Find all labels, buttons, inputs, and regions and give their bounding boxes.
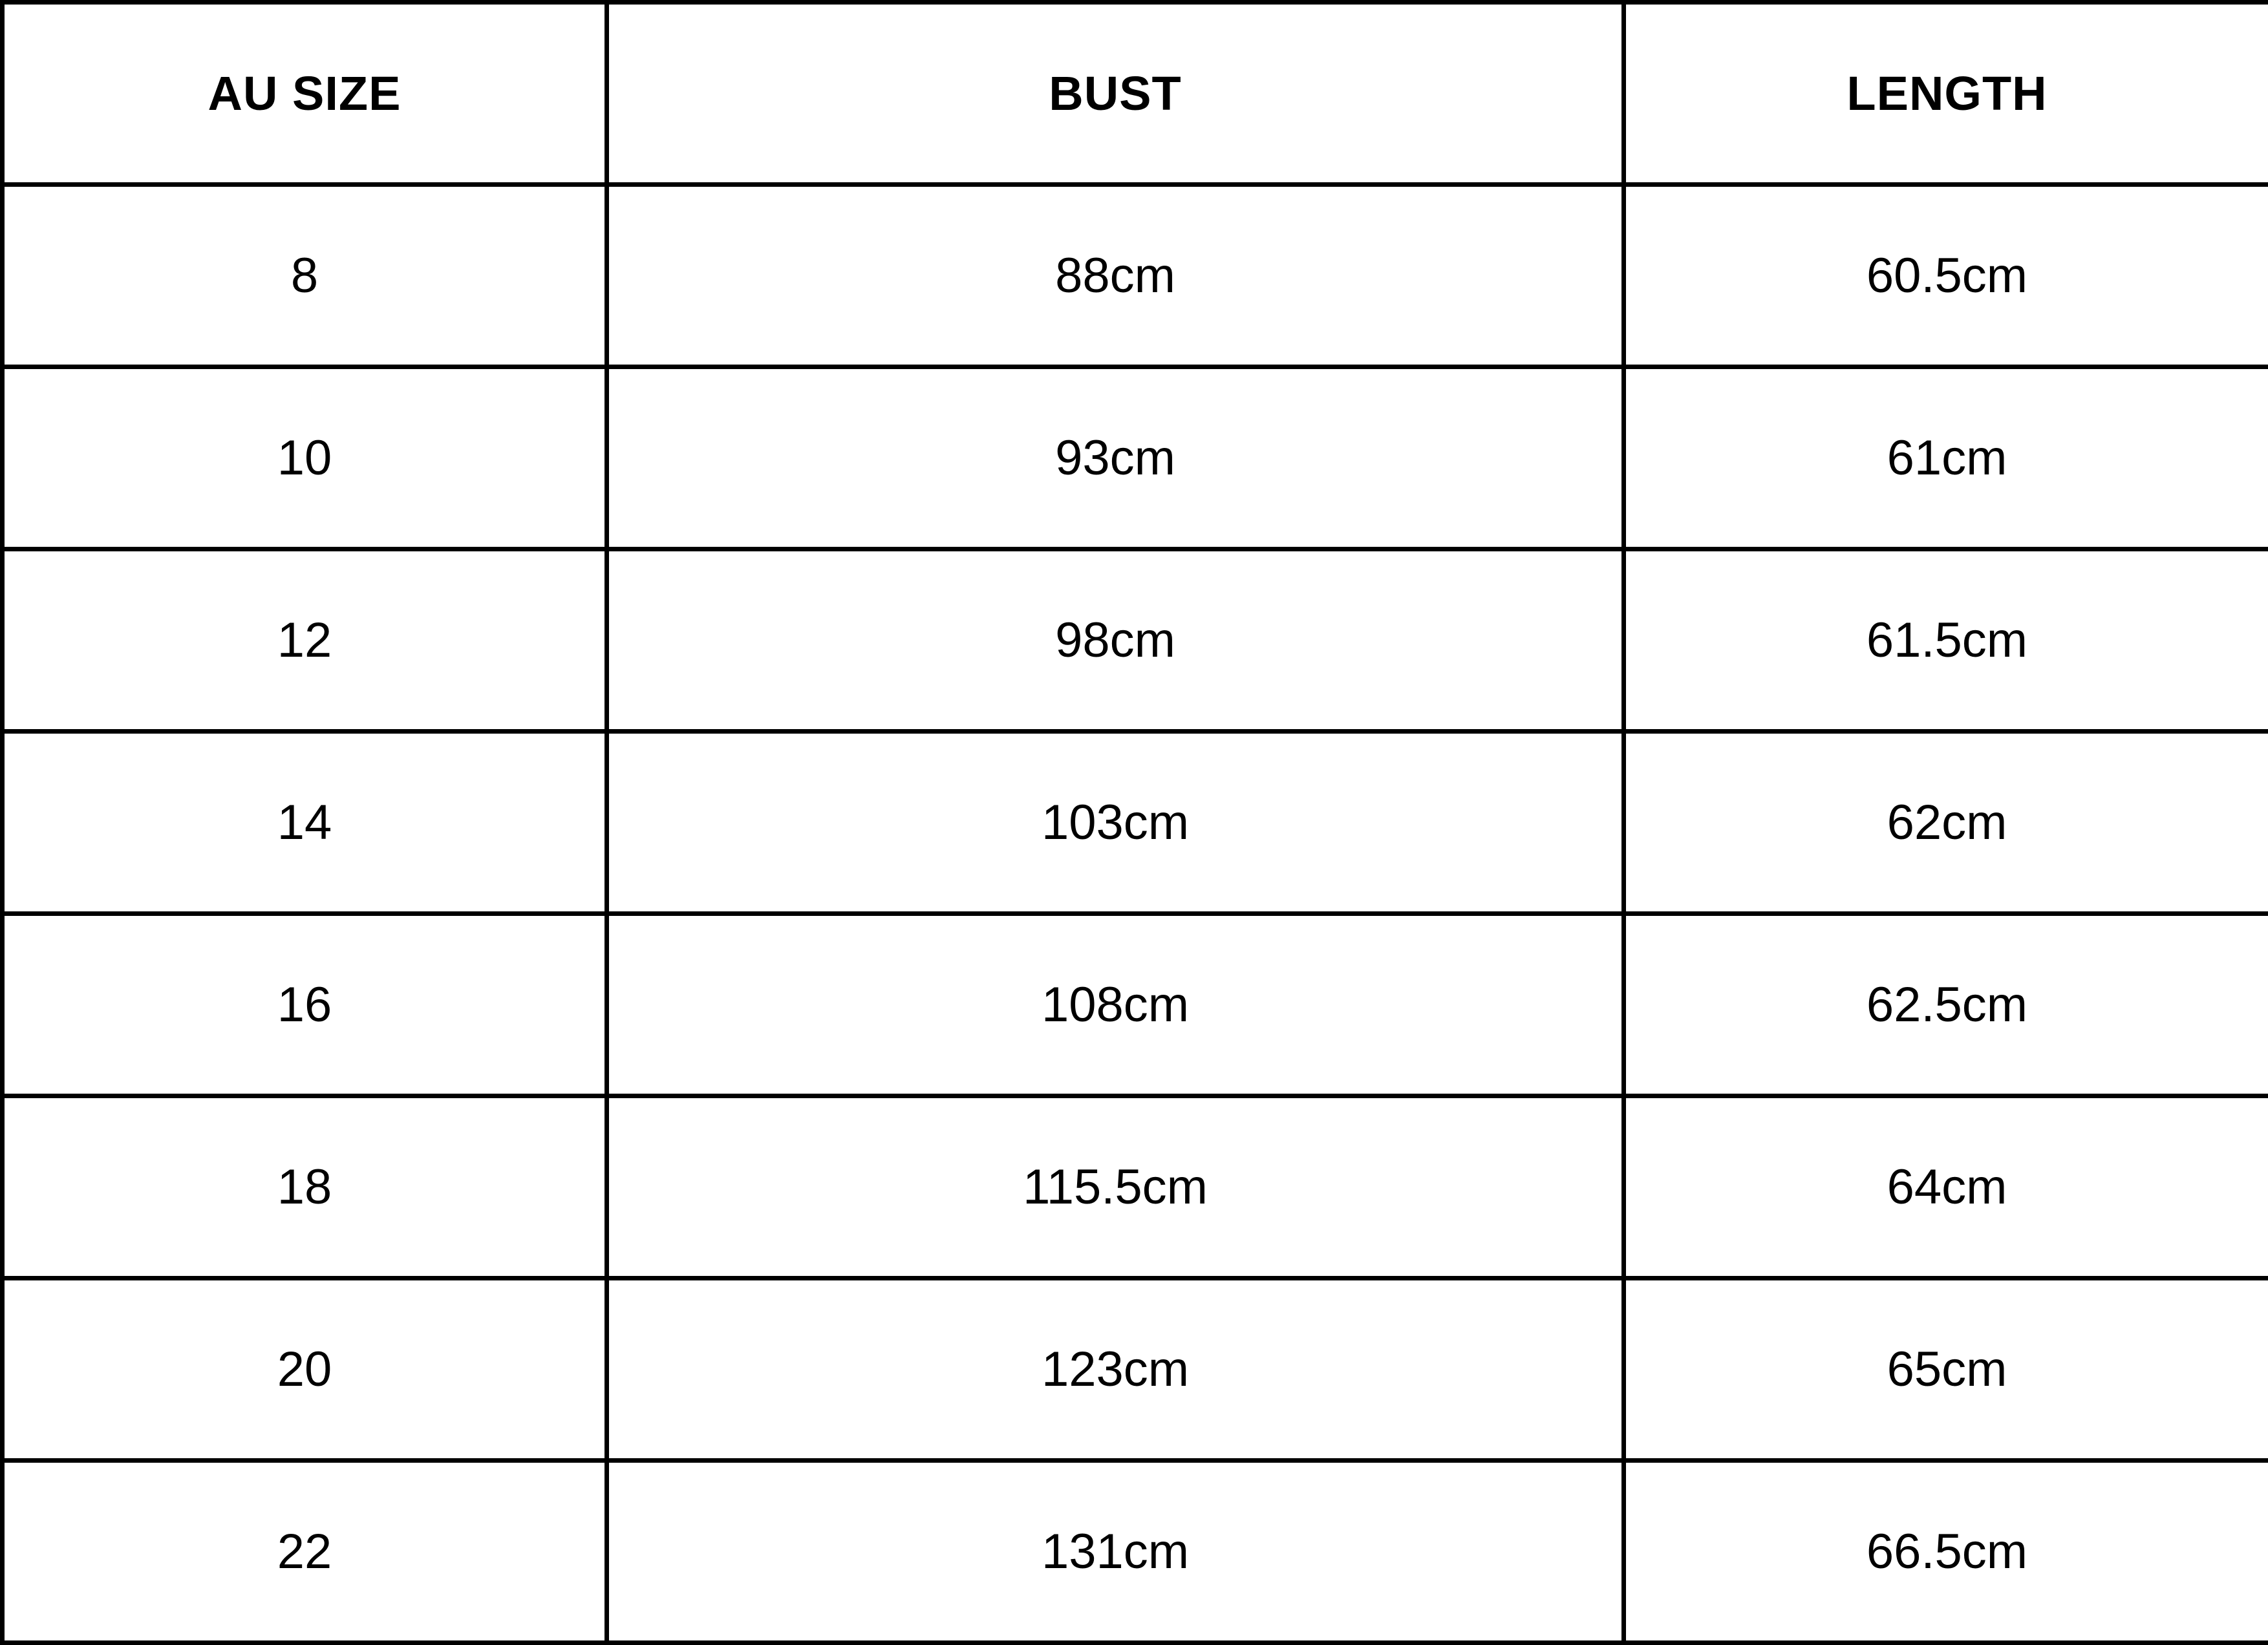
cell-au-size: 16 <box>3 914 607 1096</box>
cell-bust: 108cm <box>607 914 1624 1096</box>
header-row <box>3 3 2268 185</box>
table-row <box>3 367 2268 549</box>
table-row <box>3 549 2268 732</box>
cell-au-size: 14 <box>3 732 607 914</box>
table-body <box>3 185 2268 1643</box>
cell-length: 65cm <box>1624 1279 2268 1461</box>
cell-bust: 98cm <box>607 549 1624 732</box>
cell-bust: 93cm <box>607 367 1624 549</box>
cell-au-size: 10 <box>3 367 607 549</box>
cell-au-size: 8 <box>3 185 607 367</box>
table-row <box>3 914 2268 1096</box>
table-row <box>3 185 2268 367</box>
header-length: LENGTH <box>1624 3 2268 185</box>
cell-bust: 88cm <box>607 185 1624 367</box>
cell-length: 61cm <box>1624 367 2268 549</box>
cell-au-size: 12 <box>3 549 607 732</box>
cell-bust: 123cm <box>607 1279 1624 1461</box>
table-row <box>3 1279 2268 1461</box>
table-row <box>3 732 2268 914</box>
header-bust: BUST <box>607 3 1624 185</box>
table-row <box>3 1461 2268 1643</box>
cell-length: 62cm <box>1624 732 2268 914</box>
header-au-size: AU SIZE <box>3 3 607 185</box>
cell-length: 60.5cm <box>1624 185 2268 367</box>
cell-bust: 131cm <box>607 1461 1624 1643</box>
cell-length: 62.5cm <box>1624 914 2268 1096</box>
cell-length: 61.5cm <box>1624 549 2268 732</box>
cell-length: 64cm <box>1624 1096 2268 1279</box>
cell-bust: 115.5cm <box>607 1096 1624 1279</box>
table-row <box>3 1096 2268 1279</box>
cell-au-size: 18 <box>3 1096 607 1279</box>
cell-au-size: 20 <box>3 1279 607 1461</box>
table-header <box>3 3 2268 185</box>
cell-bust: 103cm <box>607 732 1624 914</box>
cell-au-size: 22 <box>3 1461 607 1643</box>
cell-length: 66.5cm <box>1624 1461 2268 1643</box>
